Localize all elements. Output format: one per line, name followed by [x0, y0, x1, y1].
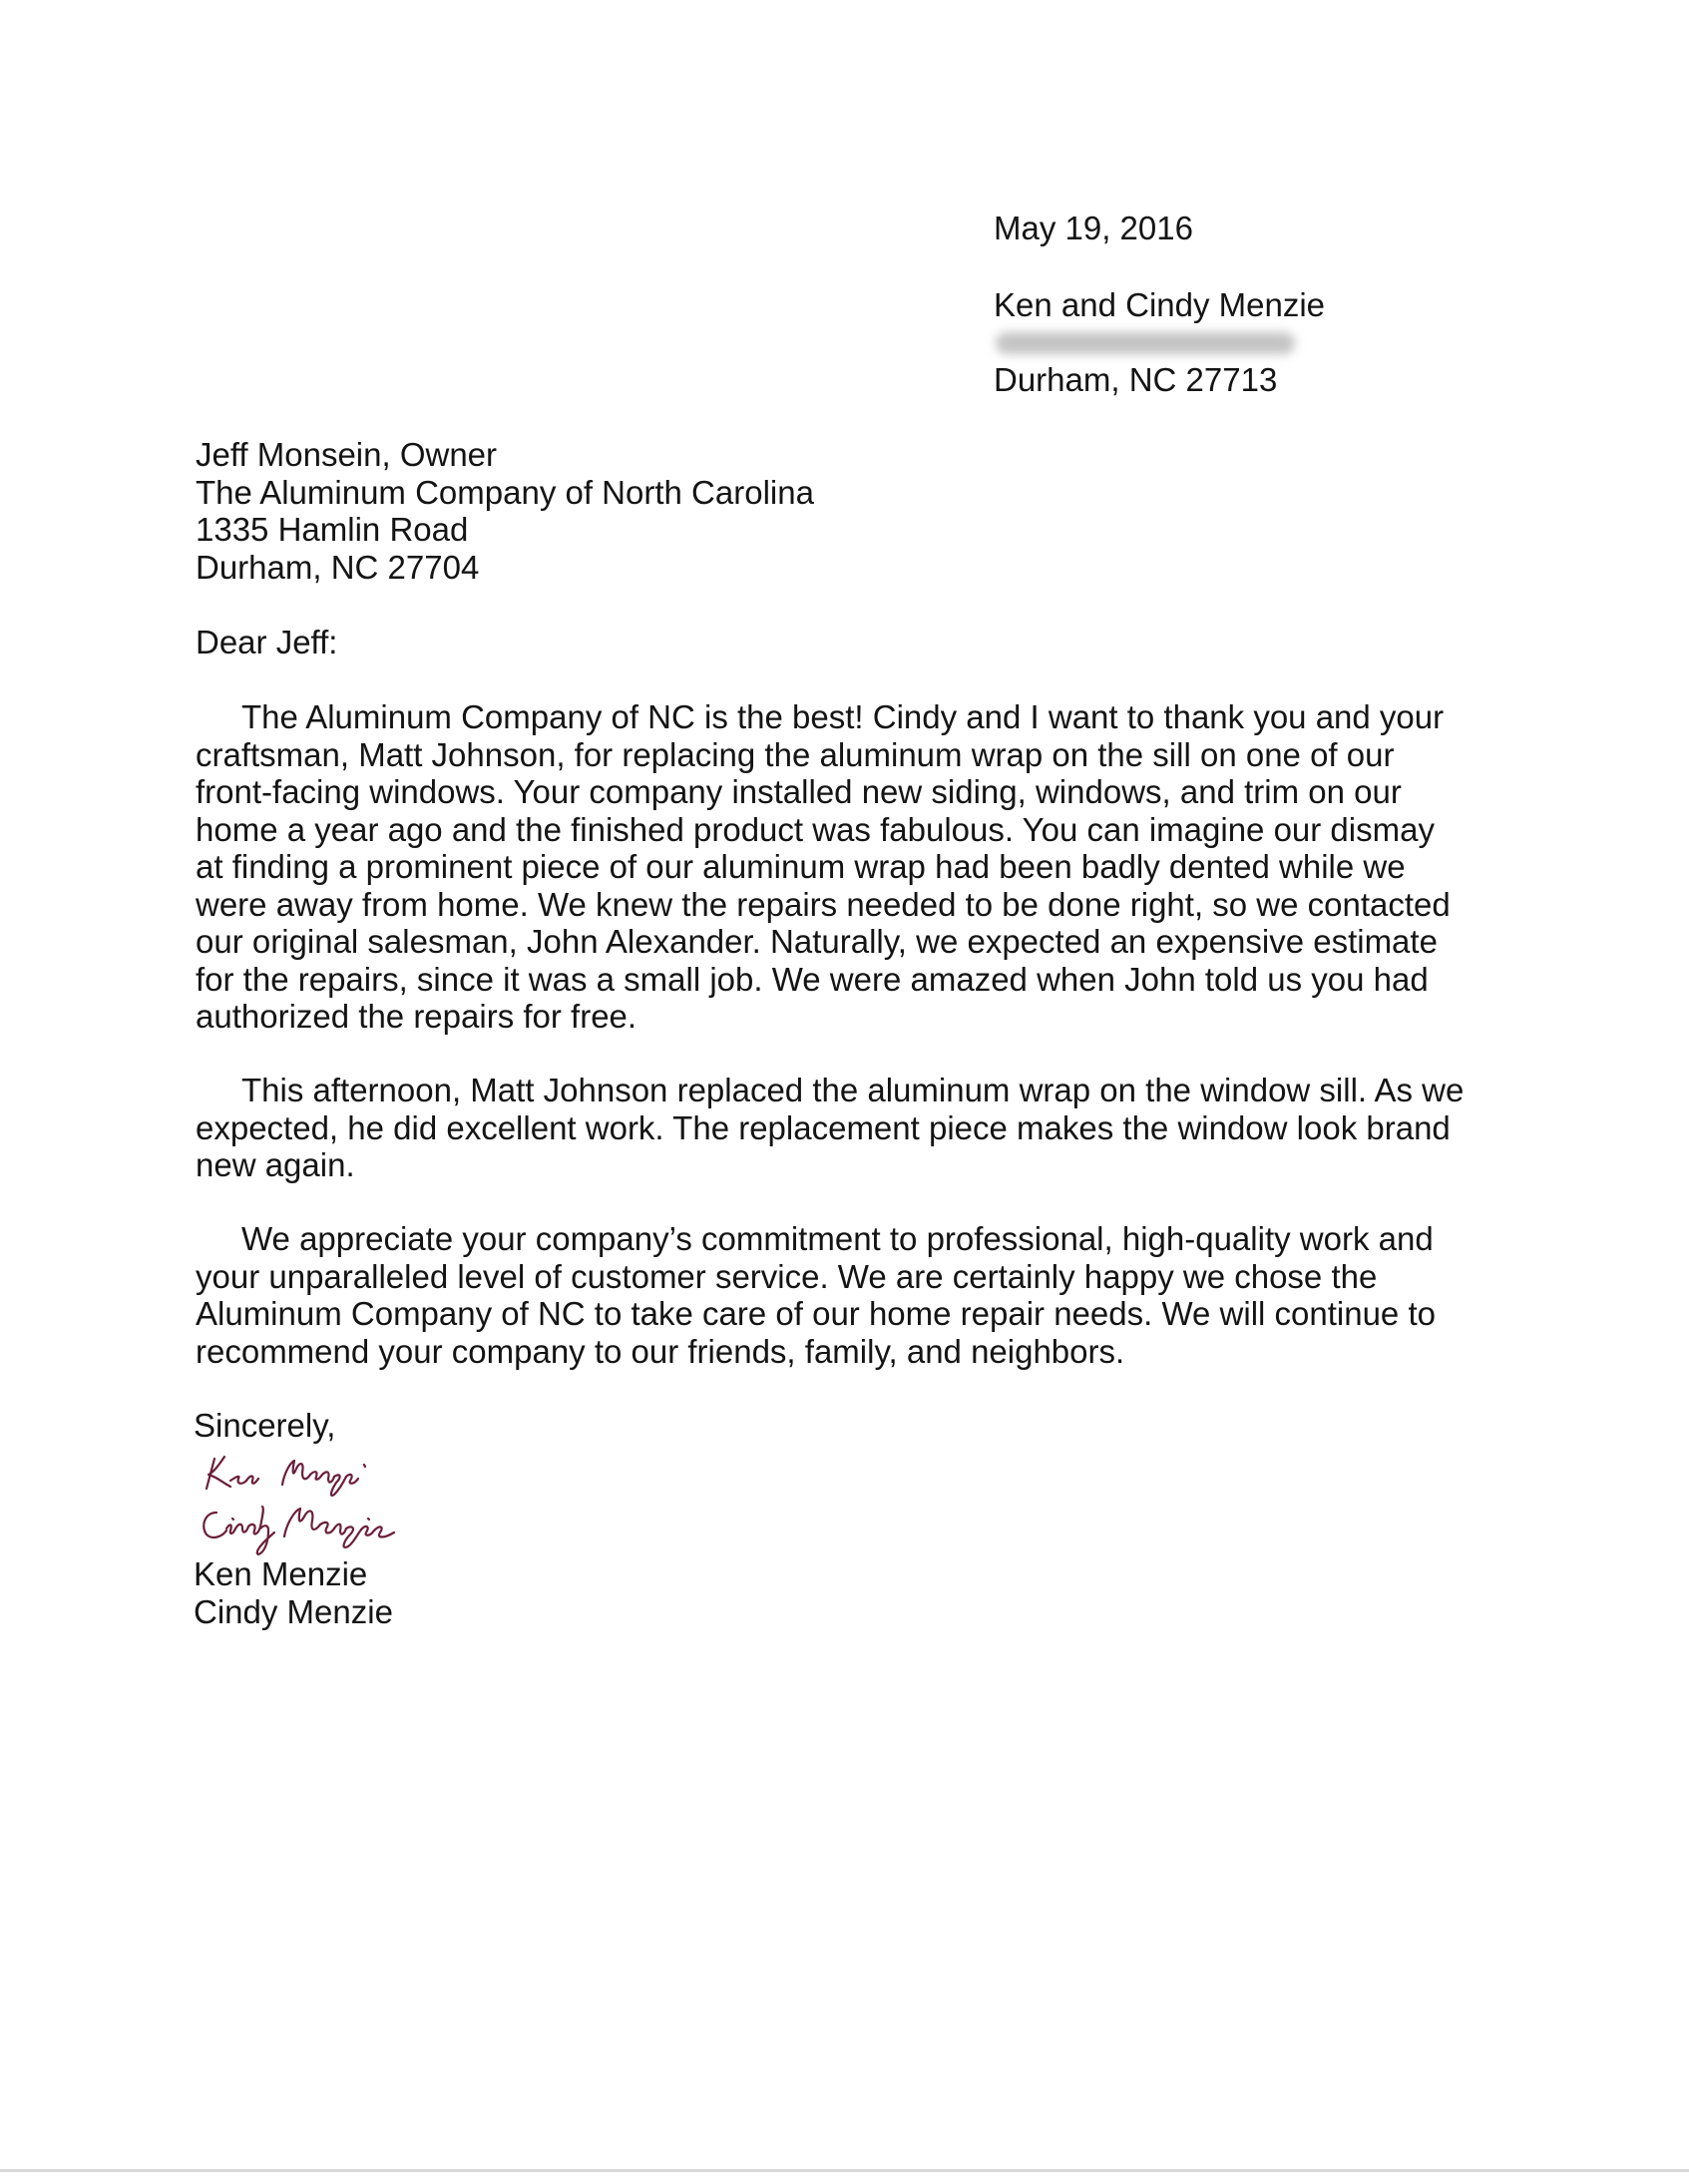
paragraph-line: expected, he did excellent work. The replacement piece makes the window look brand	[196, 1108, 1451, 1146]
paragraph-line: The Aluminum Company of NC is the best! Cindy and I want to thank you and your	[241, 698, 1445, 735]
paragraph-line: This afternoon, Matt Johnson replaced the aluminum wrap on the window sill. As we	[241, 1072, 1465, 1108]
paragraph-line: front-facing windows. Your company installed new siding, windows, and trim on our	[196, 773, 1402, 810]
sender-address	[994, 286, 1325, 399]
paragraph-line: We appreciate your company’s commitment to professional, high-quality work and	[241, 1220, 1434, 1257]
paragraph-line: our original salesman, John Alexander. Naturally, we expected an expensive estimate	[196, 923, 1438, 960]
redaction-blur	[996, 332, 1295, 354]
scan-bottom-edge	[0, 2169, 1689, 2172]
redacted-street	[994, 324, 1325, 362]
signer-names	[194, 1555, 393, 1630]
date-text: May 19, 2016	[994, 210, 1193, 246]
paragraph-line: authorized the repairs for free.	[196, 998, 637, 1035]
body-paragraph-2	[196, 1072, 1464, 1184]
paragraph-line: Aluminum Company of NC to take care of our home repair needs. We will continue to	[196, 1295, 1436, 1332]
paragraph-line: for the repairs, since it was a small job. We were amazed when John told us you had	[196, 960, 1429, 998]
recipient-address	[196, 436, 814, 586]
signature-ken	[207, 1457, 365, 1496]
signer-ken: Ken Menzie	[194, 1555, 368, 1592]
letter-date	[994, 210, 1193, 247]
body-paragraph-3	[196, 1220, 1436, 1370]
paragraph-line: new again.	[196, 1146, 355, 1183]
paragraph-line: your unparalleled level of customer service. We are certainly happy we chose the	[196, 1257, 1378, 1295]
paragraph-line: craftsman, Matt Johnson, for replacing the aluminum wrap on the sill on one of our	[196, 735, 1395, 773]
sender-city-state-zip: Durham, NC 27713	[994, 361, 1278, 398]
handwritten-signatures	[195, 1429, 514, 1558]
closing: Sincerely,	[194, 1407, 336, 1444]
sender-names: Ken and Cindy Menzie	[994, 286, 1326, 323]
body-paragraph-1	[196, 698, 1451, 1036]
paragraph-line: recommend your company to our friends, family, and neighbors.	[196, 1332, 1125, 1370]
signature-cindy	[204, 1507, 394, 1554]
paragraph-line: home a year ago and the finished product was fabulous. You can imagine our dismay	[196, 810, 1435, 848]
recipient-company: The Aluminum Company of North Carolina	[196, 473, 814, 511]
salutation: Dear Jeff:	[196, 624, 338, 660]
recipient-name-title: Jeff Monsein, Owner	[196, 436, 498, 473]
signer-cindy: Cindy Menzie	[194, 1592, 393, 1630]
paragraph-line: were away from home. We knew the repairs needed to be done right, so we contacted	[196, 885, 1451, 923]
recipient-street: 1335 Hamlin Road	[196, 511, 469, 548]
recipient-city-state-zip: Durham, NC 27704	[196, 548, 480, 586]
paragraph-line: at finding a prominent piece of our aluminum wrap had been badly dented while we	[196, 848, 1406, 885]
